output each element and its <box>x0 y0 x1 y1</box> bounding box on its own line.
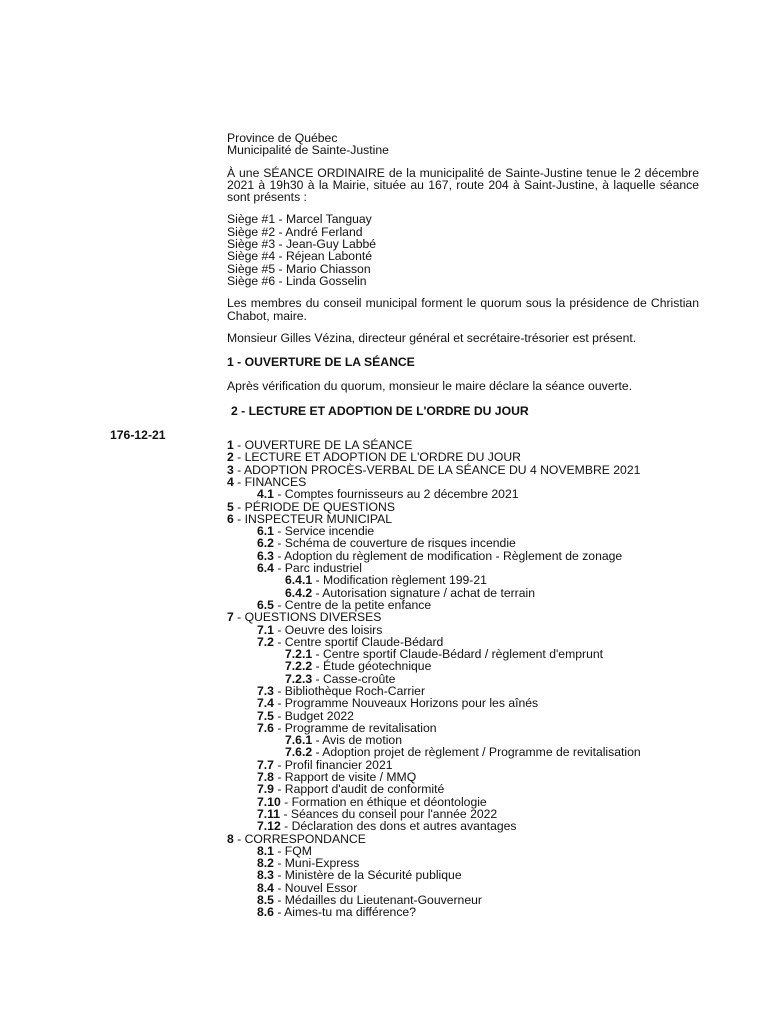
seat-item: Siège #5 - Mario Chiasson <box>227 261 371 276</box>
agenda-item-number: 7.6.2 <box>285 745 313 760</box>
intro-paragraph: À une SÉANCE ORDINAIRE de la municipalité de Sainte-Justine tenue le 2 décembre 2021 à 19h30 à la Mairie, située au 167, route 204 à Saint-Justine, à laquelle séance sont présents : <box>227 165 699 205</box>
agenda-item-number: 6 <box>227 511 234 526</box>
agenda-item-text: - FINANCES <box>233 474 307 489</box>
agenda-item-number: 7.2.1 <box>285 647 313 662</box>
agenda-item-number: 7.6 <box>257 720 274 735</box>
agenda-item-number: 8.3 <box>257 868 274 883</box>
seat-item: Siège #3 - Jean-Guy Labbé <box>227 237 377 252</box>
agenda-item-text: - OUVERTURE DE LA SÉANCE <box>233 438 413 453</box>
agenda-item-text: - CORRESPONDANCE <box>233 831 366 846</box>
agenda-item-number: 1 <box>227 438 234 453</box>
agenda-item-text: - Casse-croûte <box>312 671 396 686</box>
agenda-item-text: - Adoption projet de règlement / Programme de revitalisation <box>312 745 641 760</box>
agenda-item <box>227 906 699 918</box>
agenda-item-text: - FQM <box>273 843 312 858</box>
seat-item: Siège #4 - Réjean Labonté <box>227 249 373 264</box>
agenda-item-number: 6.5 <box>257 597 274 612</box>
agenda-item-number: 6.4.1 <box>285 573 313 588</box>
agenda-item-number: 4.1 <box>257 487 274 502</box>
agenda-item-text: - Séances du conseil pour l'année 2022 <box>280 806 498 821</box>
agenda-item-text: - Comptes fournisseurs au 2 décembre 2021 <box>273 487 519 502</box>
agenda-item-text: - Modification règlement 199-21 <box>312 573 487 588</box>
seat-item: Siège #1 - Marcel Tanguay <box>227 212 372 227</box>
agenda-item-number: 7.3 <box>257 683 274 698</box>
agenda-item-text: - Ministère de la Sécurité publique <box>273 868 462 883</box>
agenda-item-text: - Formation en éthique et déontologie <box>280 794 487 809</box>
section-1-text: Après vérification du quorum, monsieur le maire déclare la séance ouverte. <box>227 379 633 394</box>
agenda-item-text: - ADOPTION PROCÈS-VERBAL DE LA SÉANCE DU 4 NOVEMBRE 2021 <box>233 462 641 477</box>
quorum-paragraph: Les membres du conseil municipal forment le quorum sous la présidence de Christian Chabot, maire. <box>227 296 699 323</box>
agenda-item-number: 7.6.1 <box>285 733 313 748</box>
agenda-item-text: - Aimes-tu ma différence? <box>273 905 416 920</box>
agenda-item-number: 4 <box>227 474 234 489</box>
municipality-line: Municipalité de Sainte-Justine <box>227 143 389 158</box>
seat-item: Siège #2 - André Ferland <box>227 224 363 239</box>
minutes-body <box>227 132 699 919</box>
section-2-title: 2 - LECTURE ET ADOPTION DE L'ORDRE DU JOUR <box>231 403 529 418</box>
agenda-item-number: 7.2.2 <box>285 659 313 674</box>
section-1-title: 1 - OUVERTURE DE LA SÉANCE <box>227 355 415 370</box>
agenda-item-number: 3 <box>227 462 234 477</box>
agenda-item-number: 6.1 <box>257 524 274 539</box>
agenda-item-number: 7.7 <box>257 757 274 772</box>
agenda-item-text: - INSPECTEUR MUNICIPAL <box>233 511 393 526</box>
agenda-item-number: 6.3 <box>257 548 274 563</box>
agenda-item-text: - QUESTIONS DIVERSES <box>233 610 382 625</box>
agenda-item-number: 7.2.3 <box>285 671 313 686</box>
agenda-item-text: - Médailles du Lieutenant-Gouverneur <box>273 893 482 908</box>
agenda-item-text: - Centre de la petite enfance <box>273 597 432 612</box>
seats-list <box>227 213 699 287</box>
agenda-item-text: - Bibliothèque Roch-Carrier <box>273 683 426 698</box>
agenda-item-number: 7.9 <box>257 782 274 797</box>
agenda-item-text: - Adoption du règlement de modification - Règlement de zonage <box>273 548 623 563</box>
agenda-item-text: - Nouvel Essor <box>273 880 358 895</box>
agenda-item-number: 5 <box>227 499 234 514</box>
agenda-item-number: 7.12 <box>257 819 281 834</box>
agenda-item-text: - Schéma de couverture de risques incendie <box>273 536 516 551</box>
agenda-item-number: 7.2 <box>257 634 274 649</box>
agenda-item-number: 8 <box>227 831 234 846</box>
agenda-item-number: 7.4 <box>257 696 274 711</box>
agenda-item-number: 2 <box>227 450 234 465</box>
agenda-item-text: - Rapport de visite / MMQ <box>273 770 417 785</box>
agenda-item-number: 7.11 <box>257 806 281 821</box>
agenda-item-text: - Parc industriel <box>273 561 363 576</box>
agenda-item-text: - LECTURE ET ADOPTION DE L'ORDRE DU JOUR <box>233 450 521 465</box>
dg-paragraph: Monsieur Gilles Vézina, directeur général et secrétaire-trésorier est présent. <box>227 330 637 345</box>
agenda-item-text: - Autorisation signature / achat de terrain <box>312 585 535 600</box>
agenda-item-text: - Déclaration des dons et autres avantages <box>280 819 517 834</box>
agenda-item-number: 7 <box>227 610 234 625</box>
agenda-item-text: - Profil financier 2021 <box>273 757 393 772</box>
agenda-item-text: - Programme de revitalisation <box>273 720 437 735</box>
agenda-item-number: 7.1 <box>257 622 274 637</box>
agenda-item-number: 8.1 <box>257 843 274 858</box>
agenda-item-number: 7.8 <box>257 770 274 785</box>
agenda-item-number: 8.6 <box>257 905 274 920</box>
seat-item: Siège #6 - Linda Gosselin <box>227 273 367 288</box>
agenda-item-number: 7.10 <box>257 794 281 809</box>
agenda-item-text: - Oeuvre des loisirs <box>273 622 383 637</box>
agenda-item-text: - Budget 2022 <box>273 708 354 723</box>
resolution-number: 176-12-21 <box>110 428 166 442</box>
agenda-item-text: - Rapport d'audit de conformité <box>273 782 445 797</box>
agenda-item-text: - Étude géotechnique <box>312 659 432 674</box>
agenda-item-number: 6.4.2 <box>285 585 313 600</box>
agenda-list <box>227 439 699 919</box>
agenda-item-text: - Service incendie <box>273 524 375 539</box>
agenda-item-number: 7.5 <box>257 708 274 723</box>
agenda-item-number: 8.4 <box>257 880 274 895</box>
province-line: Province de Québec <box>227 131 338 145</box>
agenda-item-text: - Muni-Express <box>273 856 360 871</box>
agenda-item-text: - Centre sportif Claude-Bédard <box>273 634 444 649</box>
agenda-item-number: 6.4 <box>257 561 274 576</box>
agenda-item-text: - Avis de motion <box>312 733 402 748</box>
agenda-item-text: - Centre sportif Claude-Bédard / règlement d'emprunt <box>312 647 604 662</box>
agenda-item-number: 6.2 <box>257 536 274 551</box>
agenda-item-number: 8.2 <box>257 856 274 871</box>
agenda-item-number: 8.5 <box>257 893 274 908</box>
agenda-item-text: - Programme Nouveaux Horizons pour les aînés <box>273 696 539 711</box>
agenda-item-text: - PÉRIODE DE QUESTIONS <box>233 499 395 514</box>
